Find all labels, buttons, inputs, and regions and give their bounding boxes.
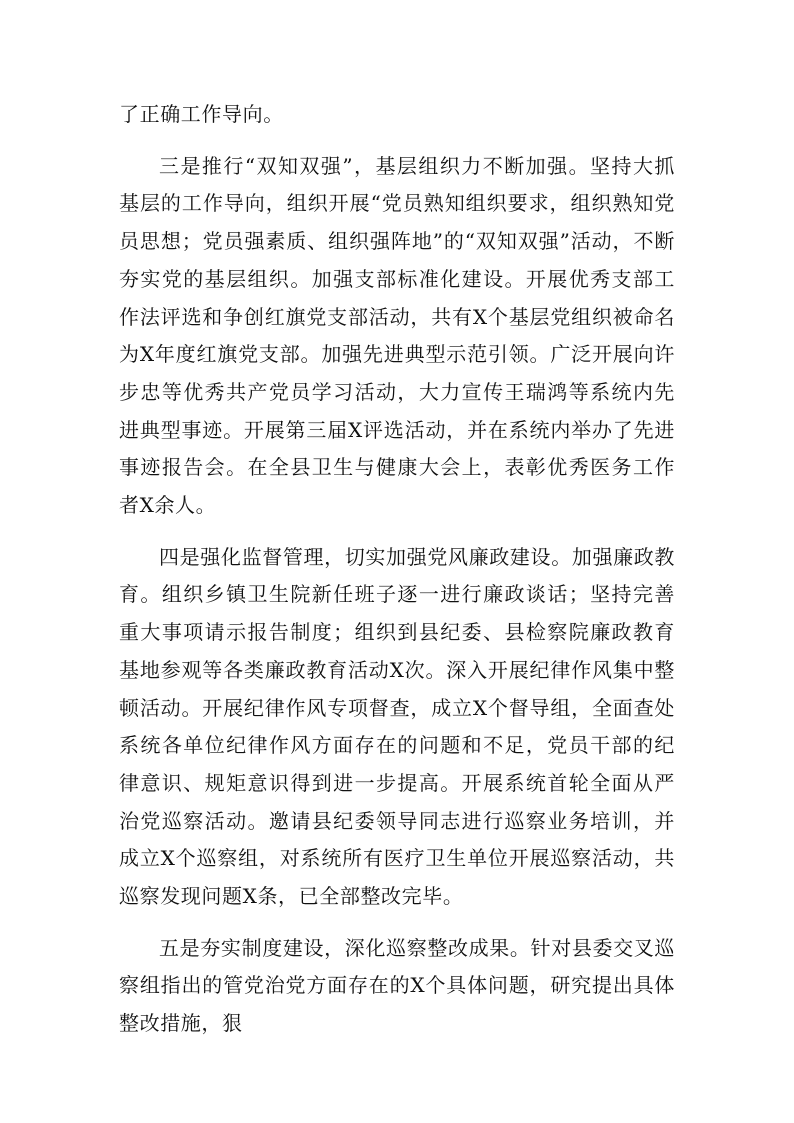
paragraph-section-five: 五是夯实制度建设，深化巡察整改成果。针对县委交叉巡察组指出的管党治党方面存在的X个具体问题，研究提出具体整改措施，狠 bbox=[119, 935, 675, 1036]
document-body bbox=[119, 96, 675, 1043]
paragraph-continuation: 了正确工作导向。 bbox=[119, 102, 284, 126]
paragraph-section-three: 三是推行“双知双强”，基层组织力不断加强。坚持大抓基层的工作导向，组织开展“党员熟知组织要求，组织熟知党员思想；党员强素质、组织强阵地”的“双知双强”活动，不断夯实党的基层组织。加强支部标准化建设。开展优秀支部工作法评选和争创红旗党支部活动，共有X个基层党组织被命名为X年度红旗党支部。加强先进典型示范引领。广泛开展向许步忠等优秀共产党员学习活动，大力宣传王瑞鸿等系统内先进典型事迹。开展第三届X评选活动，并在系统内举办了先进事迹报告会。在全县卫生与健康大会上，表彰优秀医务工作者X余人。 bbox=[119, 153, 675, 518]
paragraph-section-four: 四是强化监督管理，切实加强党风廉政建设。加强廉政教育。组织乡镇卫生院新任班子逐一进行廉政谈话；坚持完善重大事项请示报告制度；组织到县纪委、县检察院廉政教育基地参观等各类廉政教育活动X次。深入开展纪律作风集中整顿活动。开展纪律作风专项督查，成立X个督导组，全面查处系统各单位纪律作风方面存在的问题和不足，党员干部的纪律意识、规矩意识得到进一步提高。开展系统首轮全面从严治党巡察活动。邀请县纪委领导同志进行巡察业务培训，并成立X个巡察组，对系统所有医疗卫生单位开展巡察活动，共巡察发现问题X条，已全部整改完毕。 bbox=[119, 544, 675, 909]
